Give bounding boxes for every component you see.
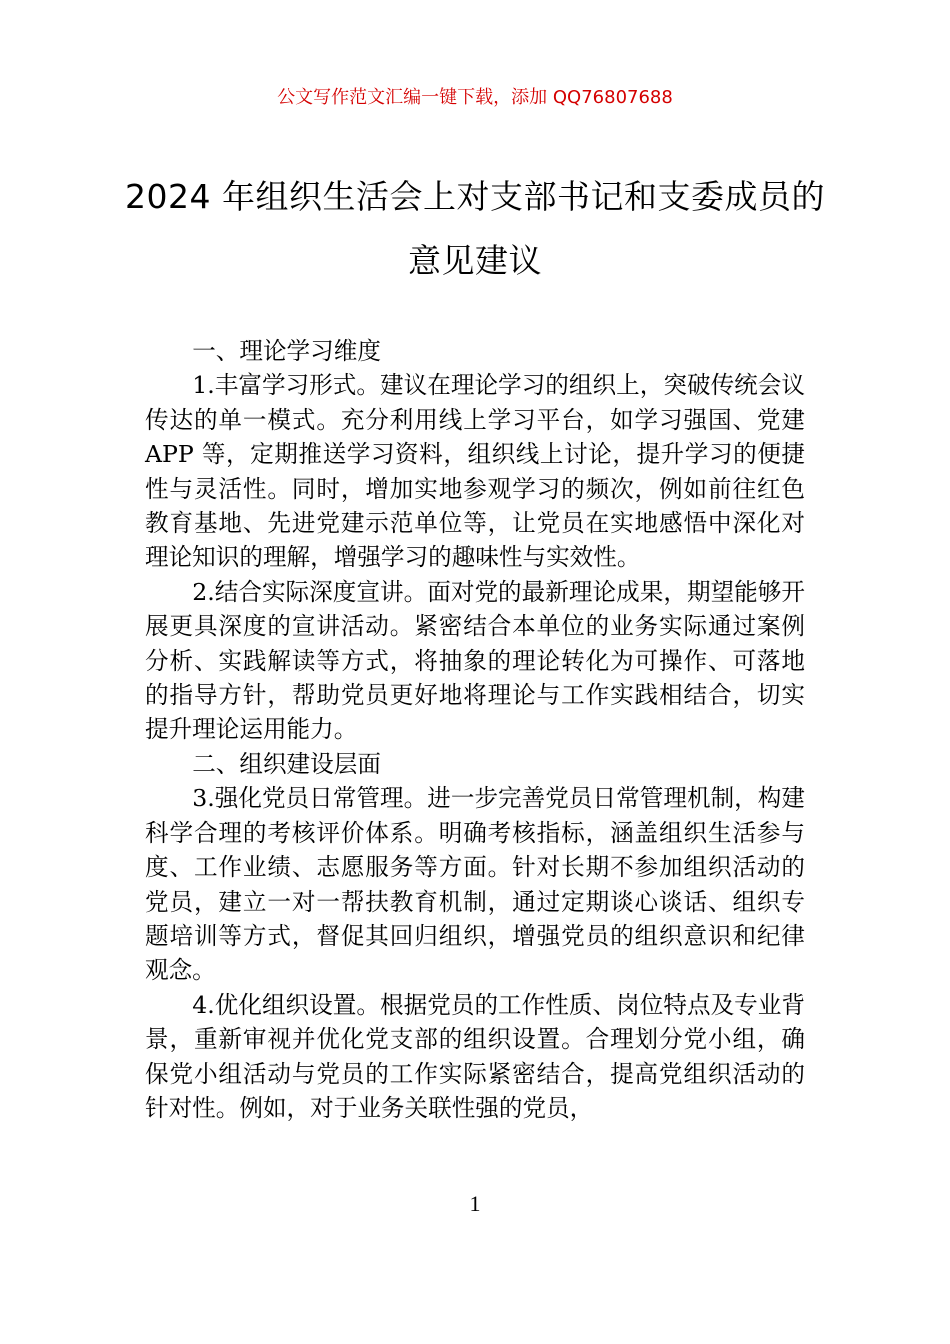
section-heading-theory: 一、理论学习维度 [192,337,381,365]
section-heading-organization: 二、组织建设层面 [192,749,381,778]
paragraph-2: 2.结合实际深度宣讲。面对党的最新理论成果，期望能够开展更具深度的宣讲活动。紧密结合本单位的业务实际通过案例分析、实践解读等方式，将抽象的理论转化为可操作、可落地的指导方针，帮助党员更好地将理论与工作实践相结合，切实提升理论运用能力。 [145,577,805,744]
paragraph-3: 3.强化党员日常管理。进一步完善党员日常管理机制，构建科学合理的考核评价体系。明确考核指标，涵盖组织生活参与度、工作业绩、志愿服务等方面。针对长期不参加组织活动的党员，建立一对一帮扶教育机制，通过定期谈心谈话、组织专题培训等方式，督促其回归组织，增强党员的组织意识和纪律观念。 [145,784,805,985]
document-title: 2024 年组织生活会上对支部书记和支委成员的意见建议 [125,177,825,280]
paragraph-4: 4.优化组织设置。根据党员的工作性质、岗位特点及专业背景，重新审视并优化党支部的组织设置。合理划分党小组，确保党小组活动与党员的工作实际紧密结合，提高党组织活动的针对性。例如，对于业务关联性强的党员， [145,990,805,1122]
page-number: 1 [469,1191,481,1216]
header-banner: 公文写作范文汇编一键下载，添加 QQ76807688 [277,87,673,108]
paragraph-1: 1.丰富学习形式。建议在理论学习的组织上，突破传统会议传达的单一模式。充分利用线上学习平台，如学习强国、党建 APP 等，定期推送学习资料，组织线上讨论，提升学习的便捷性与灵活性。同时，增加实地参观学习的频次，例如前往红色教育基地、先进党建示范单位等，让党员在实地感悟中深化对理论知识的理解，增强学习的趣味性与实效性。 [145,371,805,572]
document-body [145,334,805,1125]
